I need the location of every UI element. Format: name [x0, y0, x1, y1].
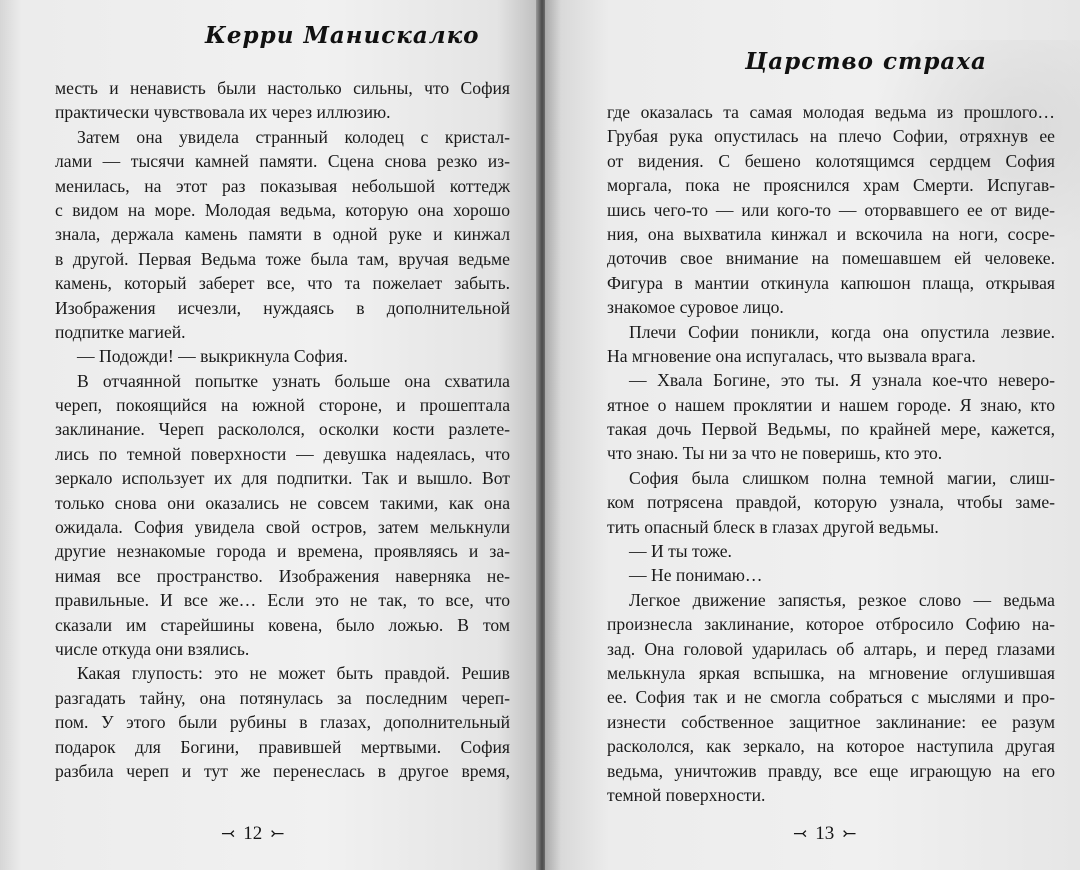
text-line: подпитке магией.	[55, 321, 186, 342]
text-line: месть и ненависть были настолько сильны, что София	[55, 78, 510, 98]
text-line: Плечи Софии поникли, когда она опустила лезвие.	[629, 321, 1055, 342]
text-line: в другой. Первая Ведьма тоже была там, вручая ведьме	[55, 248, 510, 269]
text-line: — Не понимаю…	[629, 565, 763, 586]
right-page-body	[607, 100, 1055, 807]
text-line: тить опасный блеск в глазах другой ведьмы.	[607, 516, 939, 537]
text-line: подарок для Богини, правившей мертвыми. София	[55, 736, 510, 757]
text-line: зеркало использует их для подпитки. Так и вышло. Вот	[55, 468, 510, 489]
text-line: лами — тысячи камней памяти. Сцена снова резко из-	[55, 151, 510, 172]
text-line: В отчаянной попытке узнать больше она схватила	[77, 370, 510, 391]
text-line: что знаю. Ты ни за что не поверишь, кто это.	[607, 443, 943, 464]
text-line: — Подожди! — выкрикнула София.	[77, 346, 348, 367]
text-line: пом. У этого были рубины в глазах, дополнительный	[55, 712, 510, 733]
running-head-title: Царство страха	[745, 48, 987, 75]
text-line: лись по темной поверхности — девушка надеялась, что	[55, 443, 510, 464]
text-line: череп, покоящийся на южной стороне, и прошептала	[55, 395, 510, 416]
text-line: разгадать тайну, она потянулась за последним череп-	[55, 687, 510, 708]
folio-ornament-left-icon: ⤙	[221, 824, 236, 843]
text-line: числе откуда они взялись.	[55, 638, 250, 659]
text-line: правильные. И все же… Если это не так, то все, что	[55, 590, 510, 611]
text-line: сказали им старейшины ковена, было ложью. В том	[55, 614, 510, 635]
page-number-footer-left	[221, 823, 285, 845]
text-line: зад. Она головой ударилась об алтарь, и перед глазами	[607, 638, 1055, 659]
left-page-body	[55, 76, 510, 783]
text-line: где оказалась та самая молодая ведьма из прошлого…	[607, 102, 1055, 122]
text-line: разбила череп и тут же перенеслась в другое время,	[55, 760, 510, 781]
page-number: 12	[243, 823, 263, 844]
text-line: знакомое суровое лицо.	[607, 297, 784, 318]
text-line: — И ты тоже.	[629, 541, 732, 562]
text-line: знала, держала камень памяти в одной руке и кинжал	[55, 224, 510, 245]
text-line: мелькнула яркая вспышка, на мгновение оглушившая	[607, 662, 1055, 683]
text-line: практически чувствовала их через иллюзию.	[55, 102, 391, 123]
text-line: — Хвала Богине, это ты. Я узнала кое-что неверо-	[629, 370, 1055, 391]
text-line: только снова они оказались не совсем такими, как она	[55, 492, 510, 513]
text-line: ятное о нашем проклятии и нашем городе. Я знаю, кто	[607, 394, 1055, 415]
text-line: другие незнакомые города и времена, проявляясь и за-	[55, 541, 510, 562]
text-line: шись чего-то — или кого-то — оторвавшего ее от виде-	[607, 199, 1055, 220]
text-line: с видом на море. Молодая ведьма, которую она хорошо	[55, 199, 510, 220]
text-line: такая дочь Первой Ведьмы, по крайней мере, кажется,	[607, 419, 1055, 440]
text-line: На мгновение она испугалась, что вызвала врага.	[607, 345, 976, 366]
text-line: раскололся, как зеркало, на которое наступила другая	[607, 736, 1055, 757]
text-line: ее. София так и не смогла собраться с мыслями и про-	[607, 687, 1055, 708]
folio-ornament-left-icon: ⤙	[793, 824, 808, 843]
text-line: ведьма, уничтожив правду, все еще играющую на его	[607, 760, 1055, 781]
folio-ornament-right-icon: ⤚	[842, 824, 857, 843]
text-line: от видения. С бешено колотящимся сердцем София	[607, 150, 1055, 171]
text-line: темной поверхности.	[607, 784, 766, 805]
text-line: Какая глупость: это не может быть правдой. Решив	[77, 663, 510, 684]
text-line: менилась, на этот раз показывая небольшой коттедж	[55, 175, 510, 196]
text-line: Легкое движение запястья, резкое слово — ведьма	[629, 589, 1055, 610]
text-line: София была слишком полна темной магии, слиш-	[629, 467, 1055, 488]
text-line: нимая все пространство. Изображения наверняка не-	[55, 565, 510, 586]
text-line: ожидала. София увидела свой остров, затем мелькнули	[55, 517, 510, 538]
text-line: ния, она выхватила кинжал и вскочила на ноги, сосре-	[607, 223, 1055, 244]
page-number-footer-right	[793, 823, 857, 845]
running-head-author: Керри Манискалко	[205, 22, 480, 49]
text-line: камень, который заберет все, что та пожелает забыть.	[55, 273, 510, 294]
text-line: произнесла заклинание, которое отбросило Софию на-	[607, 614, 1055, 635]
text-line: Изображения исчезли, нуждаясь в дополнительной	[55, 297, 510, 318]
text-line: моргала, пока не прояснился храм Смерти. Испугав-	[607, 175, 1055, 196]
page-number: 13	[815, 823, 835, 844]
text-line: доточив свое внимание на помешавшем ей человеке.	[607, 248, 1055, 269]
text-line: заклинание. Череп раскололся, осколки кости разлете-	[55, 419, 510, 440]
text-line: Фигура в мантии откинула капюшон плаща, открывая	[607, 272, 1055, 293]
right-page	[545, 0, 1080, 870]
text-line: Затем она увидела странный колодец с кристал-	[77, 126, 510, 147]
text-line: изнести собственное защитное заклинание: ее разум	[607, 711, 1055, 732]
text-line: Грубая рука опустилась на плечо Софии, отряхнув ее	[607, 126, 1055, 147]
text-line: ком потрясена правдой, которую узнала, чтобы заме-	[607, 492, 1055, 513]
folio-ornament-right-icon: ⤚	[270, 824, 285, 843]
